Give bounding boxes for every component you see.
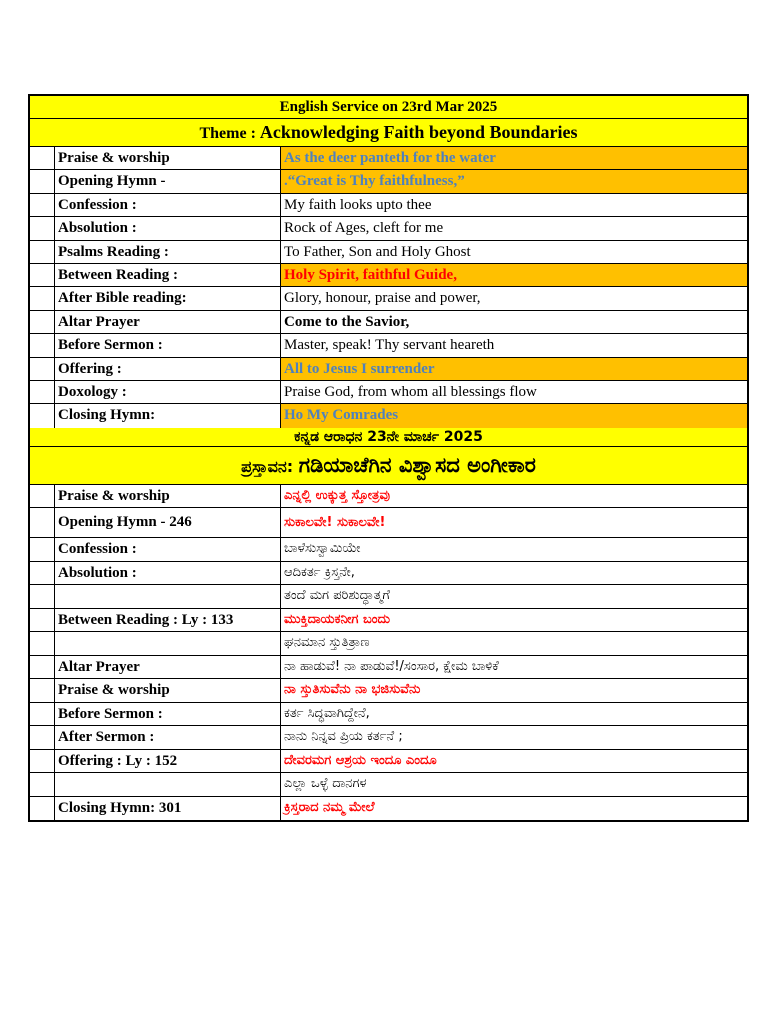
english-table-row [30, 287, 747, 310]
kannada-table-row [30, 609, 747, 633]
row-gutter-cell [30, 585, 55, 608]
english-theme-prefix: Theme : [199, 125, 260, 142]
row-gutter-cell [30, 703, 55, 726]
row-gutter-cell [30, 679, 55, 702]
english-table-row [30, 311, 747, 334]
english-table-row [30, 194, 747, 217]
row-gutter-cell [30, 311, 55, 333]
row-label [55, 773, 281, 796]
row-hymn-title: Rock of Ages, cleft for me [284, 220, 444, 237]
row-gutter-cell [30, 538, 55, 561]
row-gutter-cell [30, 287, 55, 309]
row-label: Doxology : [55, 381, 281, 403]
row-label: Absolution : [55, 217, 281, 239]
row-label: Closing Hymn: [55, 404, 281, 427]
english-table-row [30, 334, 747, 357]
row-gutter-cell [30, 147, 55, 169]
row-hymn-title: ಕ್ರಿಸ್ತರಾದ ನಮ್ಮ ಮೇಲೆ [284, 799, 375, 815]
row-label: Offering : [55, 358, 281, 380]
row-label: Confession : [55, 538, 281, 561]
row-label: Psalms Reading : [55, 241, 281, 263]
english-table-row [30, 358, 747, 381]
row-hymn-title: To Father, Son and Holy Ghost [284, 243, 471, 260]
row-gutter-cell [30, 632, 55, 655]
row-gutter-cell [30, 358, 55, 380]
row-gutter-cell [30, 381, 55, 403]
row-hymn-title: ಸುಕಾಲವೇ! ಸುಕಾಲವೇ! [284, 515, 386, 531]
row-gutter-cell [30, 194, 55, 216]
row-hymn-title: ಆದಿಕರ್ತ ಕ್ರಿಸ್ತನೇ, [284, 564, 355, 580]
row-label: Absolution : [55, 562, 281, 585]
kannada-table-row [30, 538, 747, 562]
row-gutter-cell [30, 264, 55, 286]
row-hymn-title: Holy Spirit, faithful Guide, [281, 264, 747, 286]
english-table-row [30, 264, 747, 287]
english-order-table [30, 147, 747, 428]
row-label: Offering : Ly : 152 [55, 750, 281, 773]
row-hymn-title: .“Great is Thy faithfulness,” [281, 170, 747, 192]
row-gutter-cell [30, 241, 55, 263]
row-label: Praise & worship [55, 485, 281, 508]
english-table-row [30, 404, 747, 427]
kannada-theme [30, 447, 747, 485]
english-table-row [30, 170, 747, 193]
english-theme-text: Acknowledging Faith beyond Boundaries [259, 122, 578, 142]
row-hymn-title: ಕರ್ತ ಸಿದ್ಧವಾಗಿದ್ದೇನೆ, [284, 705, 370, 721]
row-label: Between Reading : Ly : 133 [55, 609, 281, 632]
row-label: Altar Prayer [55, 656, 281, 679]
row-label: Altar Prayer [55, 311, 281, 333]
row-label: Praise & worship [55, 679, 281, 702]
row-hymn-title: ಮುಕ್ತಿದಾಯಕನೀಗ ಬಂದು [284, 611, 391, 627]
kannada-table-row [30, 679, 747, 703]
row-hymn-title: ನಾನು ನಿನ್ನವ ಪ್ರಿಯ ಕರ್ತನೆ ; [284, 729, 403, 745]
row-hymn-title: Glory, honour, praise and power, [284, 290, 481, 307]
row-hymn-title: Master, speak! Thy servant heareth [284, 337, 495, 354]
row-label: Opening Hymn - [55, 170, 281, 192]
kannada-table-row [30, 726, 747, 750]
row-gutter-cell [30, 217, 55, 239]
row-label: Closing Hymn: 301 [55, 797, 281, 821]
row-label: Praise & worship [55, 147, 281, 169]
row-label: Before Sermon : [55, 703, 281, 726]
row-hymn-title: ತಂದೆ ಮಗ ಪರಿಶುದ್ಧಾತ್ಮಗೆ [284, 588, 390, 604]
kannada-table-row [30, 562, 747, 586]
kannada-table-row [30, 773, 747, 797]
kannada-table-row [30, 485, 747, 509]
row-gutter-cell [30, 404, 55, 427]
row-hymn-title: All to Jesus I surrender [281, 358, 747, 380]
english-table-row [30, 241, 747, 264]
kannada-service-heading: ಕನ್ನಡ ಆರಾಧನ 23ನೇ ಮಾರ್ಚ 2025 [30, 428, 747, 447]
english-table-row [30, 381, 747, 404]
row-hymn-title: My faith looks upto thee [284, 196, 432, 213]
english-theme [30, 119, 747, 147]
english-service-heading: English Service on 23rd Mar 2025 [30, 96, 747, 119]
row-gutter-cell [30, 609, 55, 632]
row-label: Before Sermon : [55, 334, 281, 356]
kannada-table-row [30, 632, 747, 656]
row-hymn-title: ಎನ್ನಲ್ಲಿ ಉಕ್ಕುತ್ತ ಸ್ತೋತ್ರವು [284, 487, 391, 503]
row-hymn-title: As the deer panteth for the water [281, 147, 747, 169]
kannada-order-table [30, 485, 747, 821]
row-gutter-cell [30, 334, 55, 356]
kannada-theme-text: ಗಡಿಯಾಚೆಗಿನ ವಿಶ್ವಾಸದ ಅಂಗೀಕಾರ [298, 452, 536, 477]
row-hymn-title: ನಾ ಹಾಡುವೆ! ನಾ ಪಾಡುವೆ!/ಸಂಸಾರ, ಕ್ಷೇಮ ಬಾಳಿಕೆ [284, 658, 499, 674]
row-label [55, 585, 281, 608]
row-hymn-title: ಬಾಳೆಸುಸ್ವಾಮಿಯೇ [284, 541, 361, 557]
row-hymn-title: ನಾ ಸ್ತುತಿಸುವೆನು ನಾ ಭಜಿಸುವೆನು [284, 682, 421, 698]
row-label: Confession : [55, 194, 281, 216]
row-label [55, 632, 281, 655]
row-gutter-cell [30, 726, 55, 749]
row-label: After Bible reading: [55, 287, 281, 309]
row-gutter-cell [30, 562, 55, 585]
row-hymn-title: ದೇವರಮಗ ಆಶ್ರಯ ಇಂದೂ ಎಂದೂ [284, 752, 437, 768]
kannada-table-row [30, 797, 747, 821]
row-hymn-title: Praise God, from whom all blessings flow [284, 383, 537, 400]
row-gutter-cell [30, 485, 55, 508]
row-gutter-cell [30, 773, 55, 796]
row-gutter-cell [30, 508, 55, 537]
row-hymn-title: ಘನಮಾನ ಸ್ತುತಿತ್ರಾಣ [284, 635, 370, 651]
row-hymn-title: Come to the Savior, [284, 313, 410, 330]
row-label: Between Reading : [55, 264, 281, 286]
row-label: Opening Hymn - 246 [55, 508, 281, 537]
kannada-table-row [30, 750, 747, 774]
english-table-row [30, 147, 747, 170]
kannada-table-row [30, 508, 747, 538]
row-hymn-title: ಎಲ್ಲಾ ಒಳ್ಳೆ ದಾನಗಳ [284, 776, 367, 792]
kannada-theme-prefix: ಪ್ರಸ್ತಾವನ: [241, 456, 299, 476]
row-gutter-cell [30, 170, 55, 192]
service-sheet [28, 94, 749, 822]
row-gutter-cell [30, 750, 55, 773]
row-hymn-title: Ho My Comrades [281, 404, 747, 427]
english-table-row [30, 217, 747, 240]
kannada-table-row [30, 703, 747, 727]
kannada-table-row [30, 585, 747, 609]
row-label: After Sermon : [55, 726, 281, 749]
row-gutter-cell [30, 656, 55, 679]
row-gutter-cell [30, 797, 55, 821]
kannada-table-row [30, 656, 747, 680]
